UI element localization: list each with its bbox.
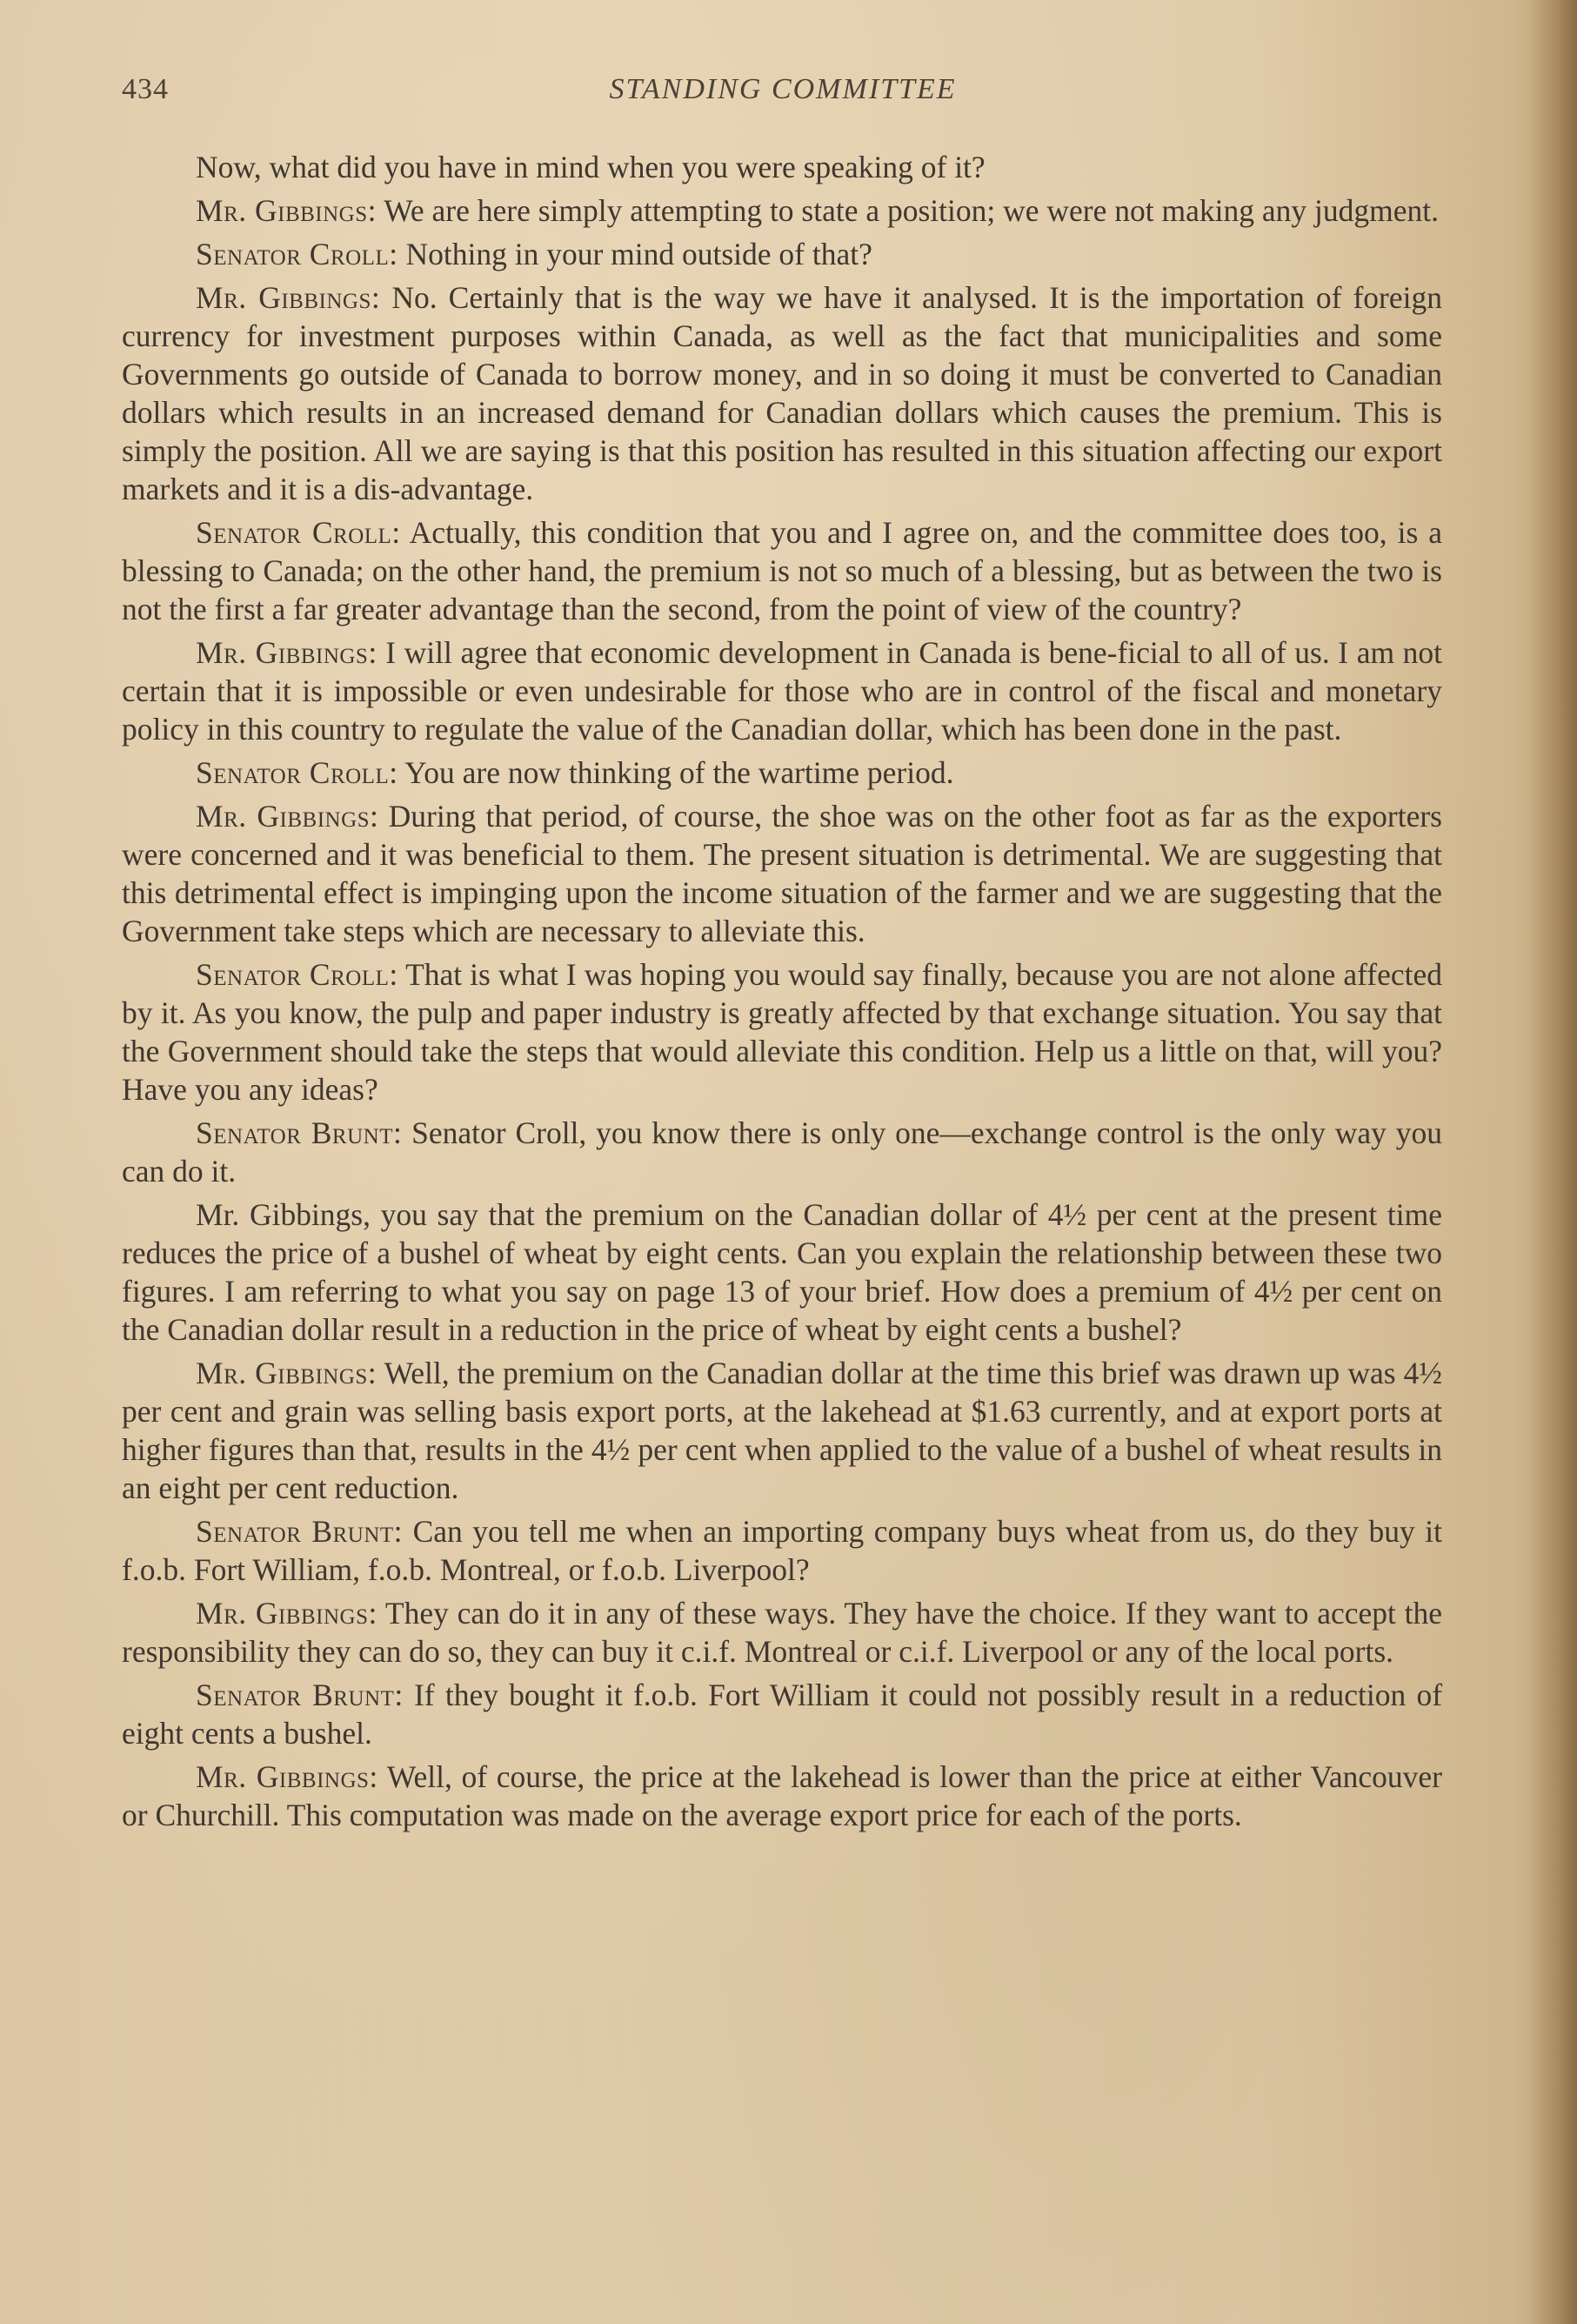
paragraph xyxy=(122,191,1442,230)
running-head: STANDING COMMITTEE xyxy=(609,73,957,105)
paragraph xyxy=(122,1676,1442,1752)
paragraph-text: That is what I was hoping you would say finally, because you are not alone affected by it. As you know, the pulp and paper industry is greatly affected by that exchange situation. You say that the Government should take the steps that would alleviate this condition. Help us a little on that, will you? Have you any ideas? xyxy=(122,957,1443,1107)
paragraph-text: Actually, this condition that you and I agree on, and the committee does too, is a blessing to Canada; on the other hand, the premium is not so much of a blessing, but as between the two is not the first a far greater advantage than the second, from the point of view of the country? xyxy=(122,515,1443,626)
paragraph-text: Senator Croll, you know there is only one—exchange control is the only way you can do it. xyxy=(122,1115,1443,1189)
paragraph xyxy=(122,278,1442,508)
speaker-name: Senator Croll: xyxy=(196,237,398,271)
paragraph-text: If they bought it f.o.b. Fort William it could not possibly result in a reduction of eight cents a bushel. xyxy=(122,1678,1443,1751)
paragraph xyxy=(122,633,1442,748)
speaker-name: Mr. Gibbings: xyxy=(196,193,378,228)
speaker-name: Mr. Gibbings: xyxy=(196,280,381,315)
paragraph xyxy=(122,1114,1442,1190)
speaker-name: Senator Brunt: xyxy=(196,1678,404,1712)
paragraph-text: No. Certainly that is the way we have it analysed. It is the importation of foreign currency for investment purposes within Canada, as well as the fact that municipalities and some Governments go outside of Canada to borrow money, and in so doing it must be converted to Canadian dollars which results in an increased demand for Canadian dollars which causes the premium. This is simply the position. All we are saying is that this position has resulted in this situation affecting our export markets and it is a dis-advantage. xyxy=(122,280,1442,506)
speaker-name: Mr. Gibbings: xyxy=(196,635,378,670)
paragraph-text: I will agree that economic development in Canada is bene-ficial to all of us. I am not certain that it is impossible or even undesirable for those who are in control of the fiscal and monetary policy in this country to regulate the value of the Canadian dollar, which has been done in the past. xyxy=(122,635,1443,747)
paragraph xyxy=(122,1354,1442,1507)
paragraph xyxy=(122,797,1442,950)
paragraph-text: During that period, of course, the shoe was on the other foot as far as the exporters were concerned and it was beneficial to them. The present situation is detrimental. We are suggesting that this detrimental effect is impinging upon the income situation of the farmer and we are suggesting that the Government take steps which are necessary to alleviate this. xyxy=(122,799,1442,948)
page-edge-shadow xyxy=(1529,0,1577,2324)
paragraph xyxy=(122,235,1442,273)
paragraph-text: Mr. Gibbings, you say that the premium on the Canadian dollar of 4½ per cent at the present time reduces the price of a bushel of wheat by eight cents. Can you explain the relationship between these two figures. I am referring to what you say on page 13 of your brief. How does a premium of 4½ per cent on the Canadian dollar result in a reduction in the price of wheat by eight cents a bushel? xyxy=(122,1197,1442,1347)
transcript-body xyxy=(122,148,1442,1839)
paragraph-text: Well, the premium on the Canadian dollar at the time this brief was drawn up was 4½ per cent and grain was selling basis export ports, at the lakehead at $1.63 currently, and at export ports at higher figures than that, results in the 4½ per cent when applied to the value of a bushel of wheat results in an eight per cent reduction. xyxy=(122,1356,1442,1505)
speaker-name: Mr. Gibbings: xyxy=(196,1596,378,1631)
paragraph xyxy=(122,148,1442,186)
paragraph-text: Can you tell me when an importing company buys wheat from us, do they buy it f.o.b. Fort William, f.o.b. Montreal, or f.o.b. Liverpool? xyxy=(122,1514,1443,1587)
paragraph xyxy=(122,1195,1442,1349)
paragraph-text: Now, what did you have in mind when you were speaking of it? xyxy=(196,150,986,184)
paragraph xyxy=(122,753,1442,792)
paragraph xyxy=(122,955,1442,1108)
speaker-name: Senator Brunt: xyxy=(196,1514,404,1549)
paragraph xyxy=(122,1594,1442,1671)
paragraph-text: Well, of course, the price at the lakehead is lower than the price at either Vancouver or Churchill. This computation was made on the average export price for each of the ports. xyxy=(122,1759,1442,1832)
paragraph-text: You are now thinking of the wartime period. xyxy=(404,755,954,790)
paragraph xyxy=(122,513,1442,628)
paragraph-text: Nothing in your mind outside of that? xyxy=(405,237,872,271)
page-number: 434 xyxy=(122,73,169,105)
paragraph-text: They can do it in any of these ways. They have the choice. If they want to accept the responsibility they can do so, they can buy it c.i.f. Montreal or c.i.f. Liverpool or any of the local ports. xyxy=(122,1596,1442,1669)
speaker-name: Senator Croll: xyxy=(196,755,398,790)
paragraph-text: We are here simply attempting to state a position; we were not making any judgment. xyxy=(384,193,1439,228)
page-header xyxy=(122,73,1444,115)
speaker-name: Senator Brunt: xyxy=(196,1115,403,1150)
speaker-name: Mr. Gibbings: xyxy=(196,1356,378,1390)
speaker-name: Senator Croll: xyxy=(196,957,398,992)
paragraph xyxy=(122,1758,1442,1834)
paragraph xyxy=(122,1512,1442,1589)
speaker-name: Mr. Gibbings: xyxy=(196,799,379,834)
speaker-name: Mr. Gibbings: xyxy=(196,1759,378,1794)
speaker-name: Senator Croll: xyxy=(196,515,401,550)
